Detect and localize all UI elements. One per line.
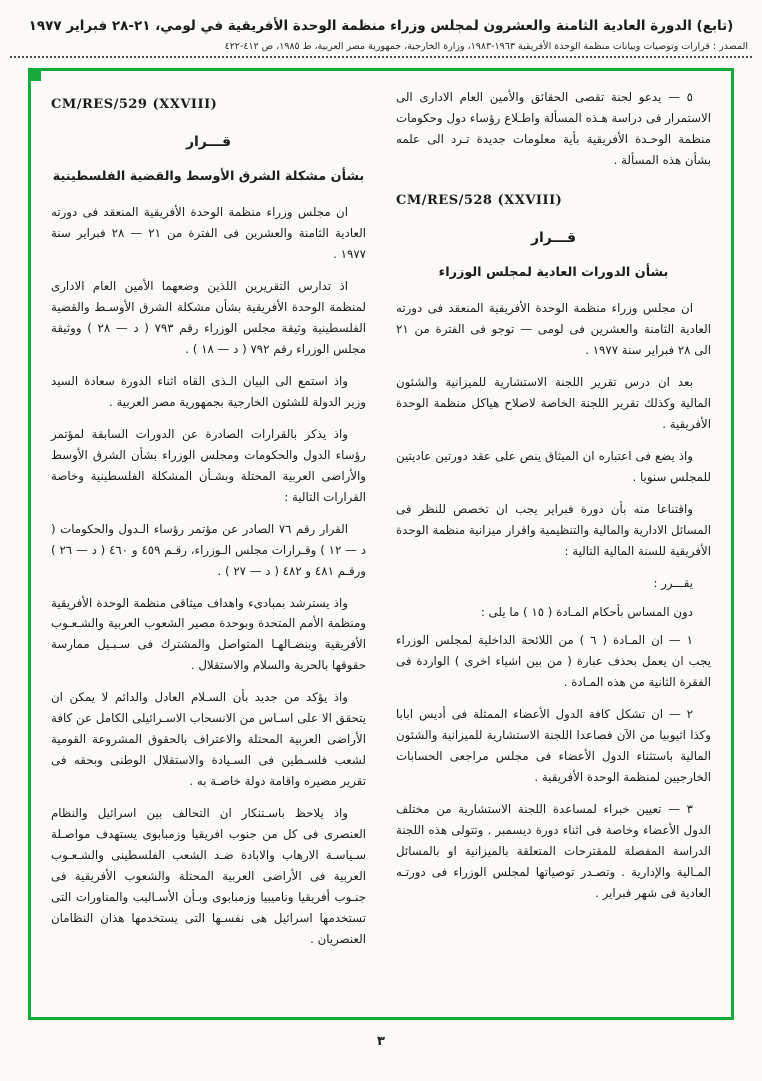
paragraph: واقتناعا منه بأن دورة فبراير يجب ان تخصص للنظر فى المسائل الادارية والمالية والتنظيمية واقرار ميزانية منظمة الوحدة الأفريقية للسنة المالية التالية : (396, 501, 711, 558)
resolution-subtitle-529: بشأن مشكلة الشرق الأوسط والقضية الفلسطينية (52, 169, 365, 185)
paragraph: واذ يضع فى اعتباره ان الميثاق ينص على عقد دورتين عاديتين للمجلس سنويا . (396, 448, 711, 484)
paragraph: يقـــرر : (653, 575, 693, 590)
paragraph: دون المساس بأحكام المـادة ( ١٥ ) ما يلى : (480, 604, 693, 619)
paragraph: واذ استمع الى البيان الـذى القاه اثناء الدورة سعادة السيد وزير الدولة للشئون الخارجية بجمهورية مصر العربية . (51, 373, 366, 409)
resolution-title-529: قـــرار (185, 134, 232, 151)
paragraph: ان مجلس وزراء منظمة الوحدة الأفريقية المنعقد فى دورته العادية الثامنة والعشرين فى الفترة من ٢١ — ٢٨ فبراير سنة ١٩٧٧ . (51, 204, 366, 261)
paragraph: ١ — ان المـادة ( ٦ ) من اللائحة الداخلية لمجلس الوزراء يجب ان يعمل بحذف عبارة ( من بين اشياء اخرى ) الواردة فى الفقرة الثانية من هذه المـادة . (396, 633, 711, 690)
page-header: (تابع) الدورة العادية الثامنة والعشرون لمجلس وزراء منظمة الوحدة الأفريقية في لومي، ٢١-٢٨ فبراير ١٩٧٧ (28, 18, 734, 34)
column-left-res529 (51, 87, 366, 1003)
paragraph: ٢ — ان تشكل كافة الدول الأعضاء الممثلة فى أديس ابابا وكذا اثيوبيا من الآن فصاعدا اللجنة الاستشارية للميزانية والشئون المالية باستثناء الدول الأعضاء فى مجلس مراجعى الحسابات الخارجيين لمنظمة الوحدة الأفريقية . (396, 707, 711, 785)
resolution-id-529: CM/RES/529 (XXVIII) (51, 97, 218, 113)
resolution-title-528: قـــرار (530, 230, 577, 247)
paragraph: ان مجلس وزراء منظمة الوحدة الأفريقية المنعقد فى دورته العادية الثامنة والعشرين فى لومى — توجو فى الفترة من ٢١ الى ٢٨ فبراير سنة ١٩٧٧ . (396, 300, 711, 357)
header-divider (10, 56, 752, 58)
paragraph: اذ تدارس التقريرين اللذين وضعهما الأمين العام الادارى لمنظمة الوحدة الأفريقية بشأن مشكلة الشرق الأوسـط والقضية الفلسطينية وثيقة مجلس الوزراء رقم ٧٩٣ ( د — ٢٨ ) ووثيقة مجلس الوزراء رقم ٧٩٢ ( د — ١٨ ) . (51, 278, 366, 356)
paragraph: واذ يذكر بالقرارات الصادرة عن الدورات السابقة لمؤتمر رؤساء الدول والحكومات ومجلس الوزراء بشأن الشرق الأوسط والأراضى العربية المحتلة وبشـأن المشكلة الفلسطينية وخاصة القرارات التالية : (51, 426, 366, 504)
document-frame (28, 68, 734, 1020)
source-line: المصدر : قرارات وتوصيات وبيانات منظمة الوحدة الأفريقية ١٩٦٣-١٩٨٣، وزارة الخارجية، جمهورية مصر العربية، ط ١٩٨٥، ص ٤١٢-٤٢٢ (224, 41, 748, 53)
corner-mark (28, 68, 41, 81)
paragraph: بعد ان درس تقرير اللجنة الاستشارية للميزانية والشئون المالية وكذلك تقرير اللجنة الخاصة لاصلاح هياكل منظمة الوحدة الأفريقية . (396, 374, 711, 431)
page-number: ٣ (377, 1034, 385, 1050)
paragraph: واذ يلاحظ باسـتنكار ان التحالف بين اسرائيل والنظام العنصرى فى كل من جنوب افريقيا وزمبابوى يستهدف مواصـلة سـياسـة الارهاب والابادة ضـد الشعب الفلسطينى والشـعـوب العربية فى الأراضى العربية المحتلة والشعوب الأفريقية فى جنـوب أفريقيا وناميبيا وزمبابوى وبـأن الأسـاليب والمناورات التى تستخدمها اسرائيل هى نفسـها التى يستخدمها هذان النظامان العنصريان . (51, 806, 366, 947)
resolution-subtitle-528: بشأن الدورات العادية لمجلس الوزراء (438, 265, 669, 281)
paragraph: واذ يسترشد بمبادىء واهداف ميثاقى منظمة الوحدة الأفريقية ومنظمة الأمم المتحدة وبوحدة مصير الشعوب العربية والشـعـوب الأفريقية وبنضـالهـا المتواصل والمشترك فى سـبـيل ممارسة حقوقها بالحرية والسلام والاستقلال . (51, 595, 366, 673)
paragraph: ٣ — تعيين خبراء لمساعدة اللجنة الاستشارية من مختلف الدول الأعضاء وخاصة فى اثناء دورة ديسمبر . وتتولى هذه اللجنة الدراسة المفصلة للمقترحات المتعلقة بالميزانية او بالمسائل المـالية والإدارية . وتصـدر توصياتها لمجلس الوزراء فى دورتـه العادية فى شهر فبراير . (396, 802, 711, 901)
resolution-id-528: CM/RES/528 (XXVIII) (396, 193, 563, 209)
columns-container (51, 87, 711, 1003)
paragraph: القرار رقم ٧٦ الصادر عن مؤتمر رؤساء الـدول والحكومات ( د — ١٢ ) وقـرارات مجلس الـوزراء، رقـم ٤٥٩ و ٤٦٠ ( د — ٢٦ ) ورقـم ٤٨١ و ٤٨٢ ( د — ٢٧ ) . (51, 521, 367, 578)
paragraph: واذ يؤكد من جديد بأن السـلام العادل والدائم لا يمكن ان يتحقق الا على اسـاس من الانسحاب الاسـرائيلى الكامل عن كافة الأراضى العربية المحتلة والاعتراف بالحقوق المشروعة القومية لشعب فلسـطين فى السـيادة والاستقلال الوطنى وبحقه فى تقرير مصيره واقامة دولة خاصـة به . (51, 690, 366, 789)
continuation-paragraph: ٥ — يدعو لجنة تقصى الحقائق والأمين العام الادارى الى الاستمرار فى دراسة هـذه المسألة واطـلاع رؤساء دول وحكومات منظمة الوحـدة الأفريقية بأية معلومات جديدة تـرد الى علمه بشأن هذه المسألة . (396, 90, 711, 168)
column-right-res528 (396, 87, 711, 1003)
